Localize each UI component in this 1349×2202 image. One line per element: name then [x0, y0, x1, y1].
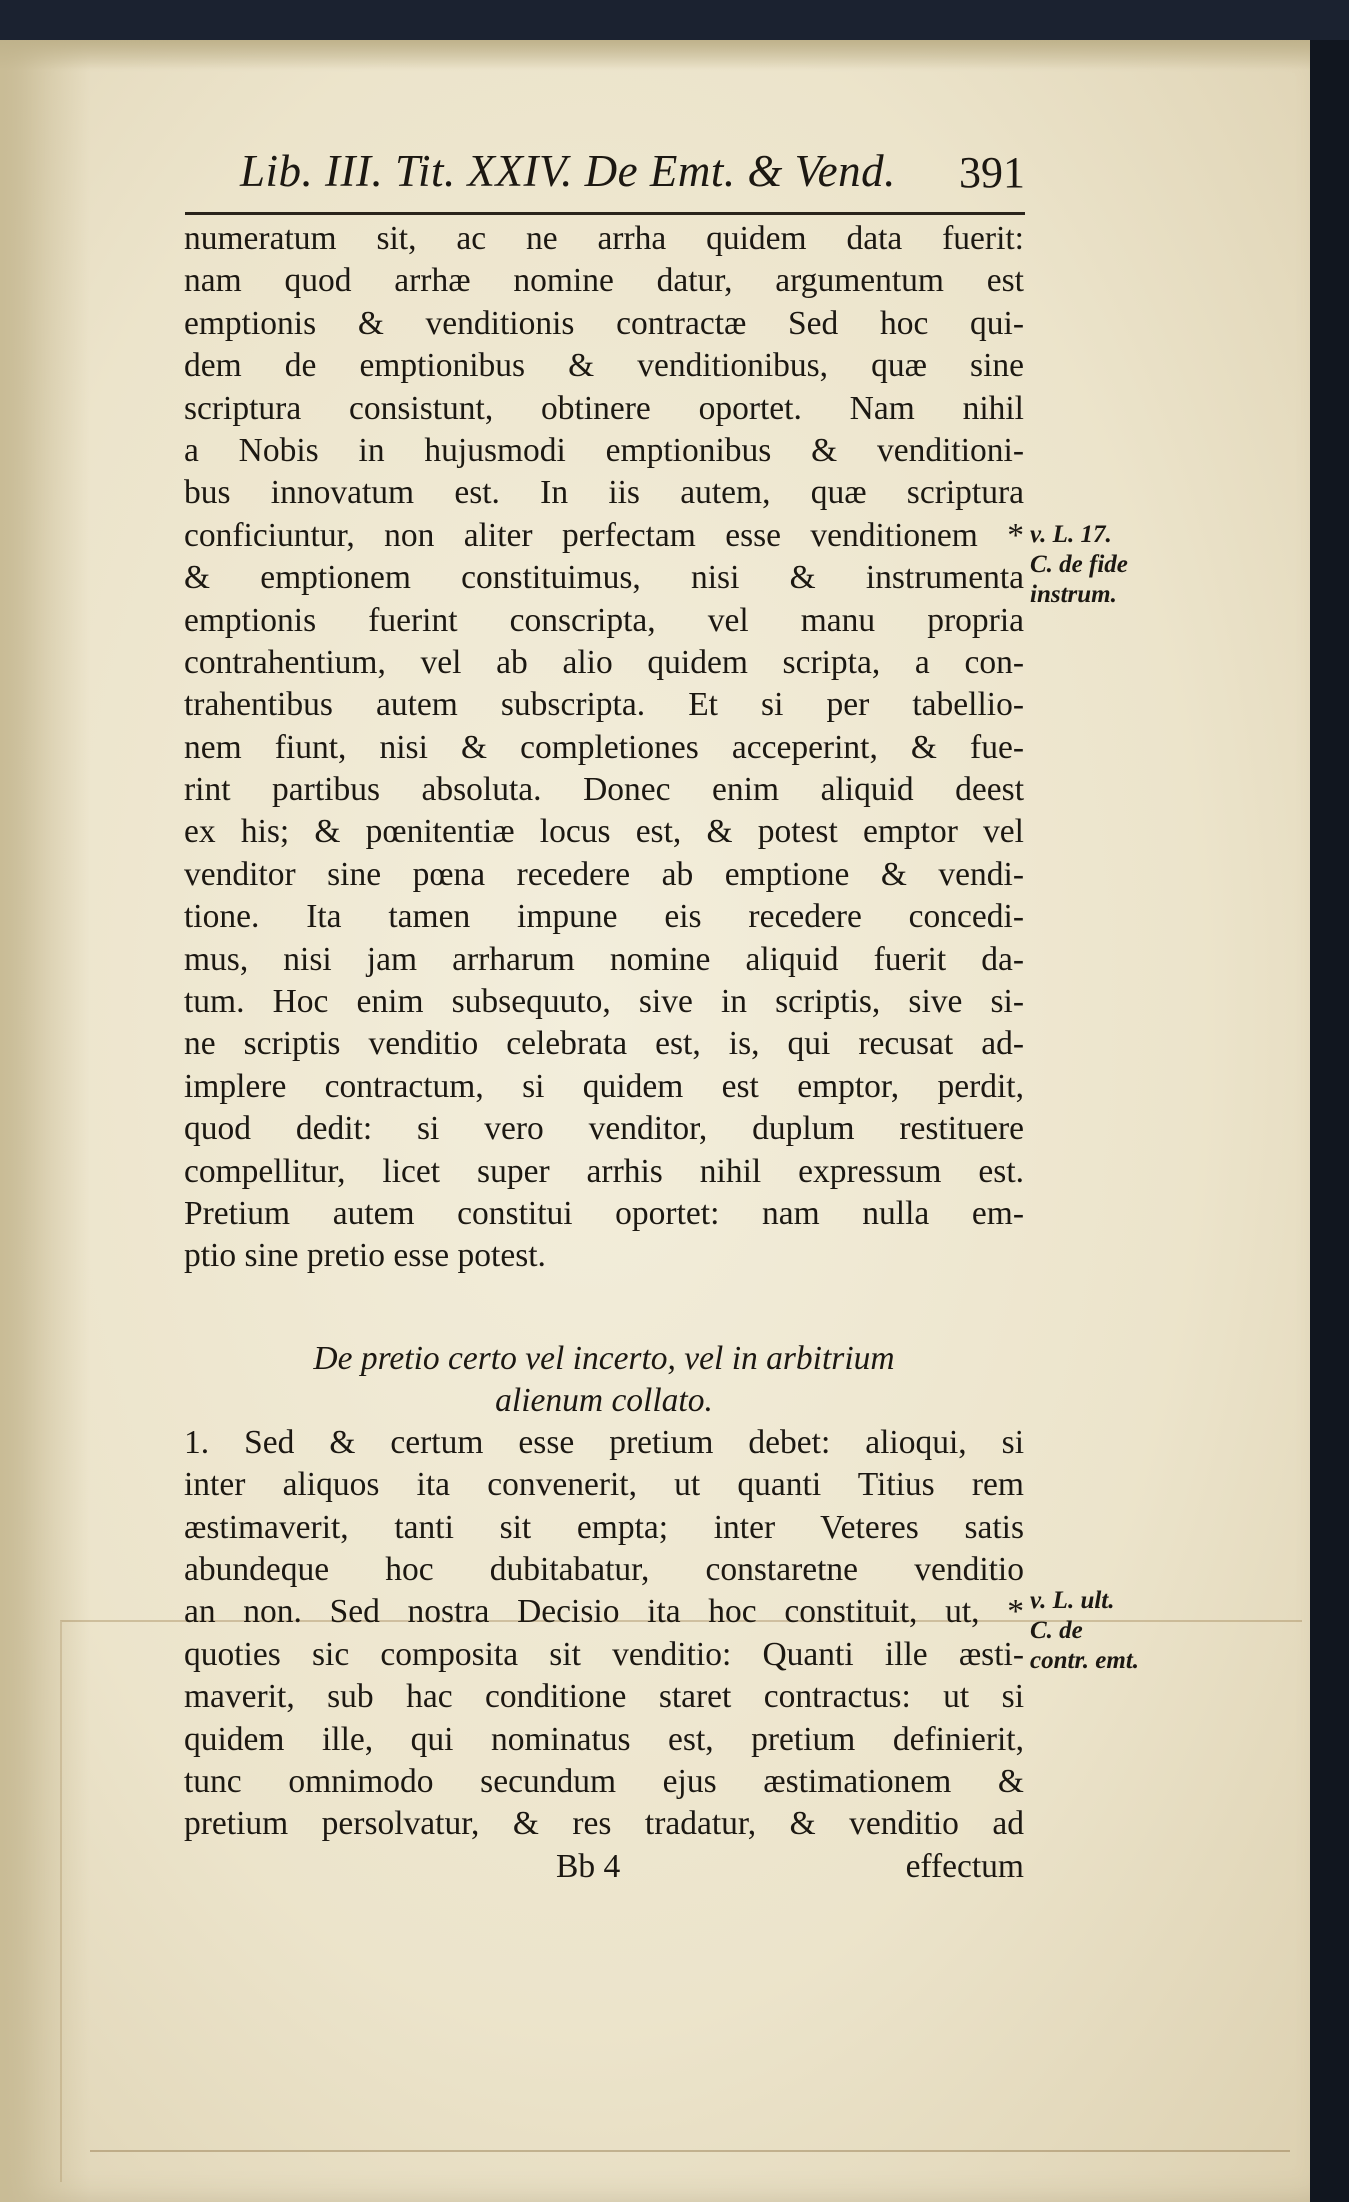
- margin-note-line: C. de: [1030, 1617, 1083, 1644]
- text-line: quoties sic composita sit venditio: Quanti ille æsti-: [184, 1635, 1024, 1673]
- text-line: an non. Sed nostra Decisio ita hoc constituit, ut, *: [184, 1593, 1024, 1631]
- margin-note: [1030, 1586, 1200, 1676]
- text-line: numeratum sit, ac ne arrha quidem data fuerit:: [184, 220, 1024, 257]
- text-line: bus innovatum est. In iis autem, quæ scriptura: [184, 474, 1024, 512]
- page-footer: [184, 1846, 1024, 1888]
- margin-note-line: contr. emt.: [1030, 1647, 1140, 1674]
- header-rule: [185, 212, 1025, 215]
- text-line: inter aliquos ita convenerit, ut quanti Titius rem: [184, 1466, 1024, 1504]
- text-line: tum. Hoc enim subsequuto, sive in scriptis, sive si-: [184, 983, 1024, 1021]
- text-line: emptionis & venditionis contractæ Sed hoc qui-: [184, 304, 1024, 342]
- text-line: ne scriptis venditio celebrata est, is, qui recusat ad-: [184, 1025, 1024, 1063]
- section-gap: [184, 1278, 1024, 1338]
- scan-background-edge: [1310, 40, 1349, 2202]
- text-line: pretium persolvatur, & res tradatur, & venditio ad: [184, 1805, 1024, 1843]
- text-line: scriptura consistunt, obtinere oportet. Nam nihil: [184, 389, 1024, 427]
- text-line: ptio sine pretio esse potest.: [184, 1237, 546, 1275]
- signature-mark: Bb 4: [556, 1847, 621, 1885]
- text-line: maverit, sub hac conditione staret contractus: ut si: [184, 1678, 1024, 1716]
- margin-note-line: instrum.: [1030, 581, 1117, 608]
- text-line: ex his; & pœnitentiæ locus est, & potest emptor vel: [184, 813, 1024, 851]
- text-line: venditor sine pœna recedere ab emptione & vendi-: [184, 855, 1024, 893]
- section-heading-continued: alienum collato.: [495, 1381, 713, 1419]
- margin-note-line: v. L. ult.: [1030, 1587, 1115, 1614]
- page-bottom-mark: [90, 2150, 1290, 2152]
- body-text: [184, 218, 1024, 1888]
- text-line: conficiuntur, non aliter perfectam esse venditionem *: [184, 516, 1024, 554]
- page-number: 391: [959, 148, 1025, 197]
- text-line: contrahentium, vel ab alio quidem scripta, a con-: [184, 643, 1024, 681]
- text-line: emptionis fuerint conscripta, vel manu propria: [184, 601, 1024, 639]
- page-header: [240, 145, 1025, 205]
- text-line: trahentibus autem subscripta. Et si per tabellio-: [184, 686, 1024, 724]
- text-line: compellitur, licet super arrhis nihil expressum est.: [184, 1152, 1024, 1190]
- text-line: nem fiunt, nisi & completiones acceperint, & fue-: [184, 728, 1024, 766]
- text-line: nam quod arrhæ nomine datur, argumentum est: [184, 262, 1024, 300]
- margin-note-line: C. de fide: [1030, 551, 1128, 578]
- text-line: mus, nisi jam arrharum nomine aliquid fuerit da-: [184, 940, 1024, 978]
- text-line: tunc omnimodo secundum ejus æstimationem &: [184, 1762, 1024, 1800]
- margin-note: [1030, 520, 1200, 610]
- page-top-edge: [0, 40, 1310, 70]
- section-heading: De pretio certo vel incerto, vel in arbitrium: [313, 1339, 895, 1377]
- text-line: a Nobis in hujusmodi emptionibus & venditioni-: [184, 431, 1024, 469]
- text-line: quod dedit: si vero venditor, duplum restituere: [184, 1110, 1024, 1148]
- text-line: quidem ille, qui nominatus est, pretium definierit,: [184, 1720, 1024, 1758]
- running-head: Lib. III. Tit. XXIV. De Emt. & Vend.: [240, 146, 896, 196]
- text-line: rint partibus absoluta. Donec enim aliquid deest: [184, 771, 1024, 809]
- margin-note-line: v. L. 17.: [1030, 521, 1112, 548]
- text-line: abundeque hoc dubitabatur, constaretne venditio: [184, 1550, 1024, 1588]
- text-line: implere contractum, si quidem est emptor, perdit,: [184, 1067, 1024, 1105]
- text-line: tione. Ita tamen impune eis recedere concedi-: [184, 898, 1024, 936]
- text-line: 1. Sed & certum esse pretium debet: alioqui, si: [184, 1423, 1024, 1461]
- text-line: dem de emptionibus & venditionibus, quæ sine: [184, 347, 1024, 385]
- text-line: & emptionem constituimus, nisi & instrumenta: [184, 559, 1024, 597]
- catchword: effectum: [905, 1847, 1024, 1885]
- text-line: Pretium autem constitui oportet: nam nulla em-: [184, 1194, 1024, 1232]
- text-line: æstimaverit, tanti sit empta; inter Veteres satis: [184, 1508, 1024, 1546]
